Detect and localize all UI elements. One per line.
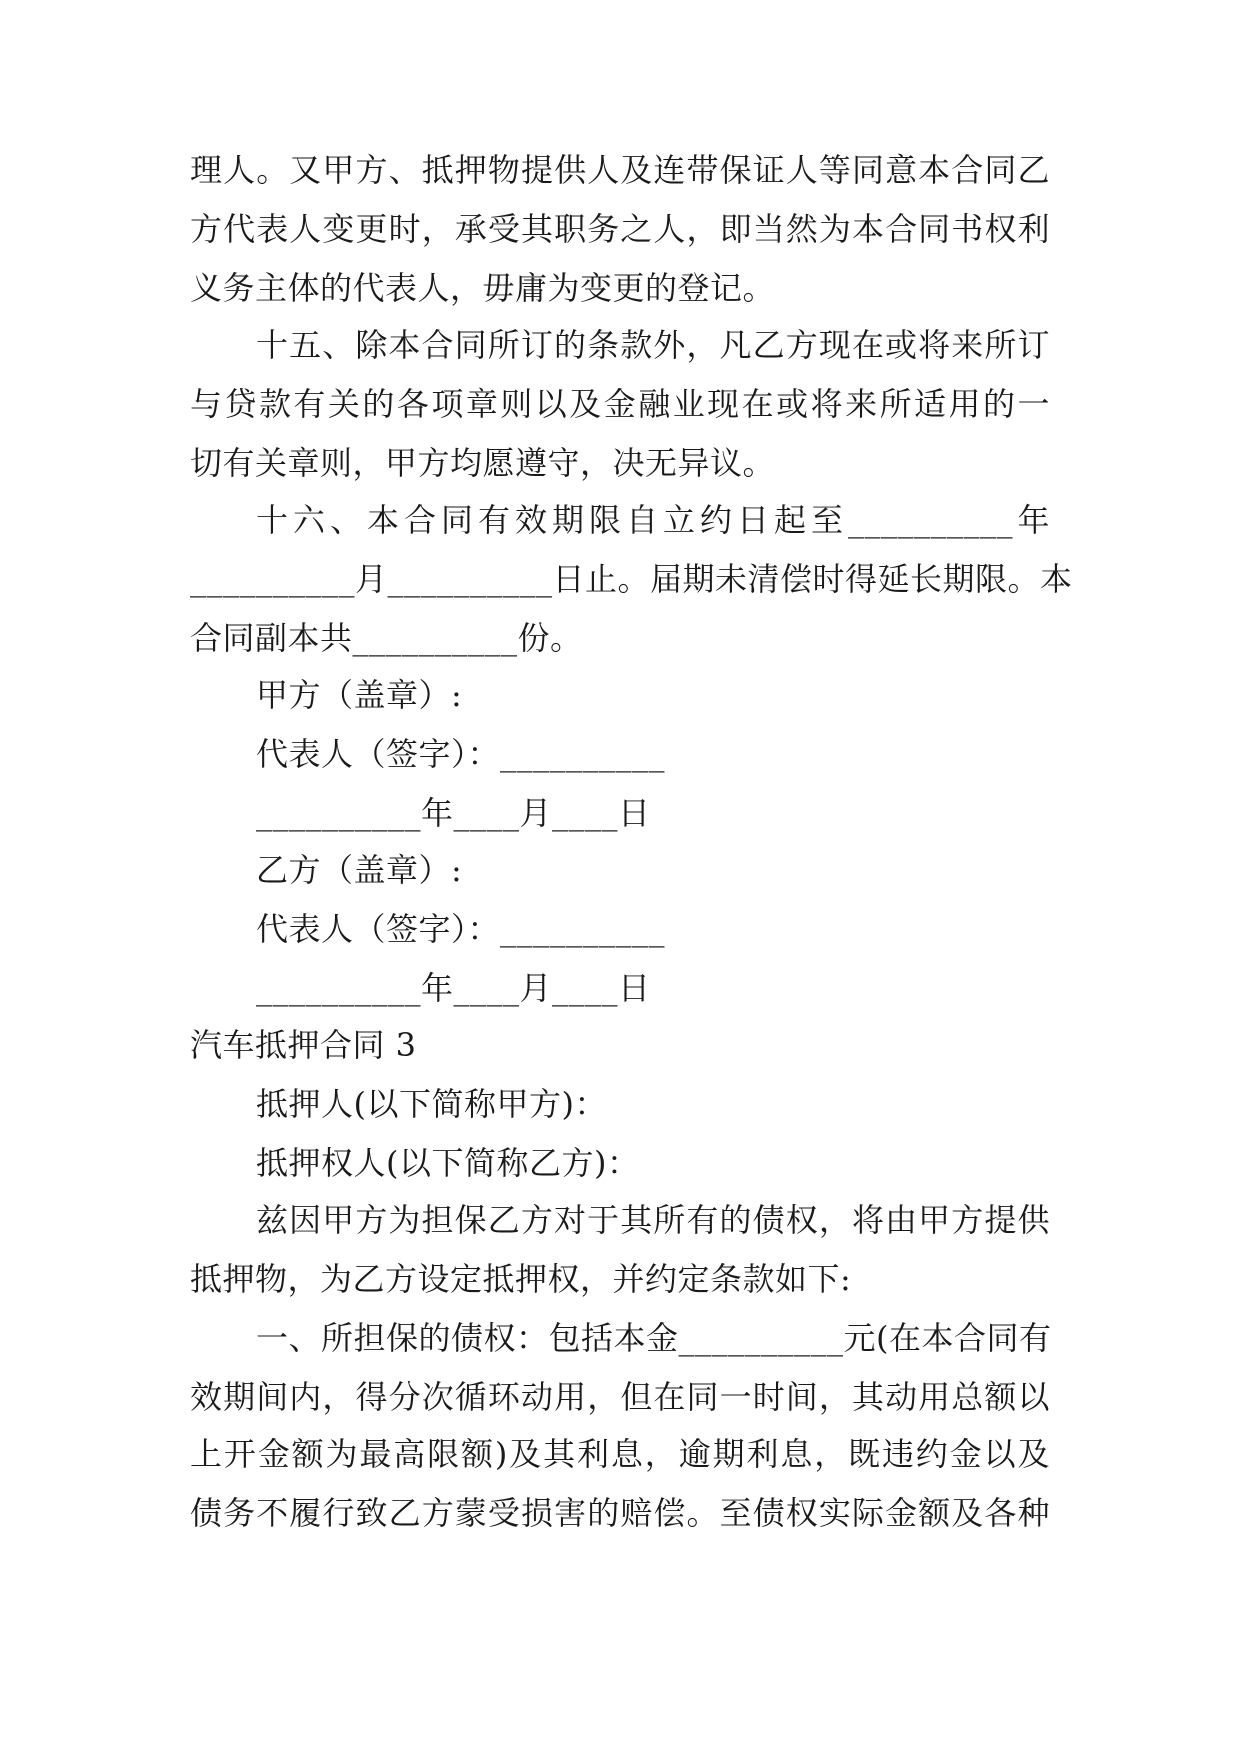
text-line: 抵押物，为乙方设定抵押权，并约定条款如下: bbox=[190, 1260, 852, 1298]
mortgagor-line: 抵押人(以下简称甲方)： bbox=[256, 1085, 607, 1123]
text-line: __________月__________日止。届期未清偿时得延长期限。本 bbox=[190, 560, 1073, 598]
mortgagee-line: 抵押权人(以下简称乙方)： bbox=[256, 1144, 640, 1182]
text-line: 方代表人变更时，承受其职务之人，即当然为本合同书权利 bbox=[190, 210, 1050, 248]
text-line: 与贷款有关的各项章则以及金融业现在或将来所适用的一 bbox=[190, 385, 1050, 423]
party-b-date: __________年____月____日 bbox=[256, 969, 651, 1007]
party-b-seal: 乙方（盖章）: bbox=[256, 851, 463, 889]
party-a-seal: 甲方（盖章）: bbox=[256, 676, 463, 714]
text-line: 效期间内，得分次循环动用，但在同一时间，其动用总额以 bbox=[190, 1378, 1050, 1416]
text-line: 切有关章则，甲方均愿遵守，决无异议。 bbox=[190, 444, 776, 482]
text-line: 上开金额为最高限额)及其利息，逾期利息，既违约金以及 bbox=[190, 1435, 1050, 1473]
party-a-signature: 代表人（签字）：__________ bbox=[256, 735, 666, 773]
text-line: 一、所担保的债权：包括本金__________元(在本合同有 bbox=[256, 1319, 1052, 1357]
text-line: 十五、除本合同所订的条款外，凡乙方现在或将来所订 bbox=[256, 326, 1050, 364]
party-a-date: __________年____月____日 bbox=[256, 794, 651, 832]
text-line: 义务主体的代表人，毋庸为变更的登记。 bbox=[190, 269, 776, 307]
text-line: 合同副本共__________份。 bbox=[190, 619, 583, 657]
text-line: 十六、本合同有效期限自立约日起至__________年 bbox=[256, 501, 1050, 539]
text-line: 债务不履行致乙方蒙受损害的赔偿。至债权实际金额及各种 bbox=[190, 1494, 1050, 1532]
section-title: 汽车抵押合同 3 bbox=[190, 1026, 417, 1064]
text-line: 兹因甲方为担保乙方对于其所有的债权，将由甲方提供 bbox=[256, 1201, 1050, 1239]
text-line: 理人。又甲方、抵押物提供人及连带保证人等同意本合同乙 bbox=[190, 151, 1050, 189]
party-b-signature: 代表人（签字）：__________ bbox=[256, 910, 666, 948]
